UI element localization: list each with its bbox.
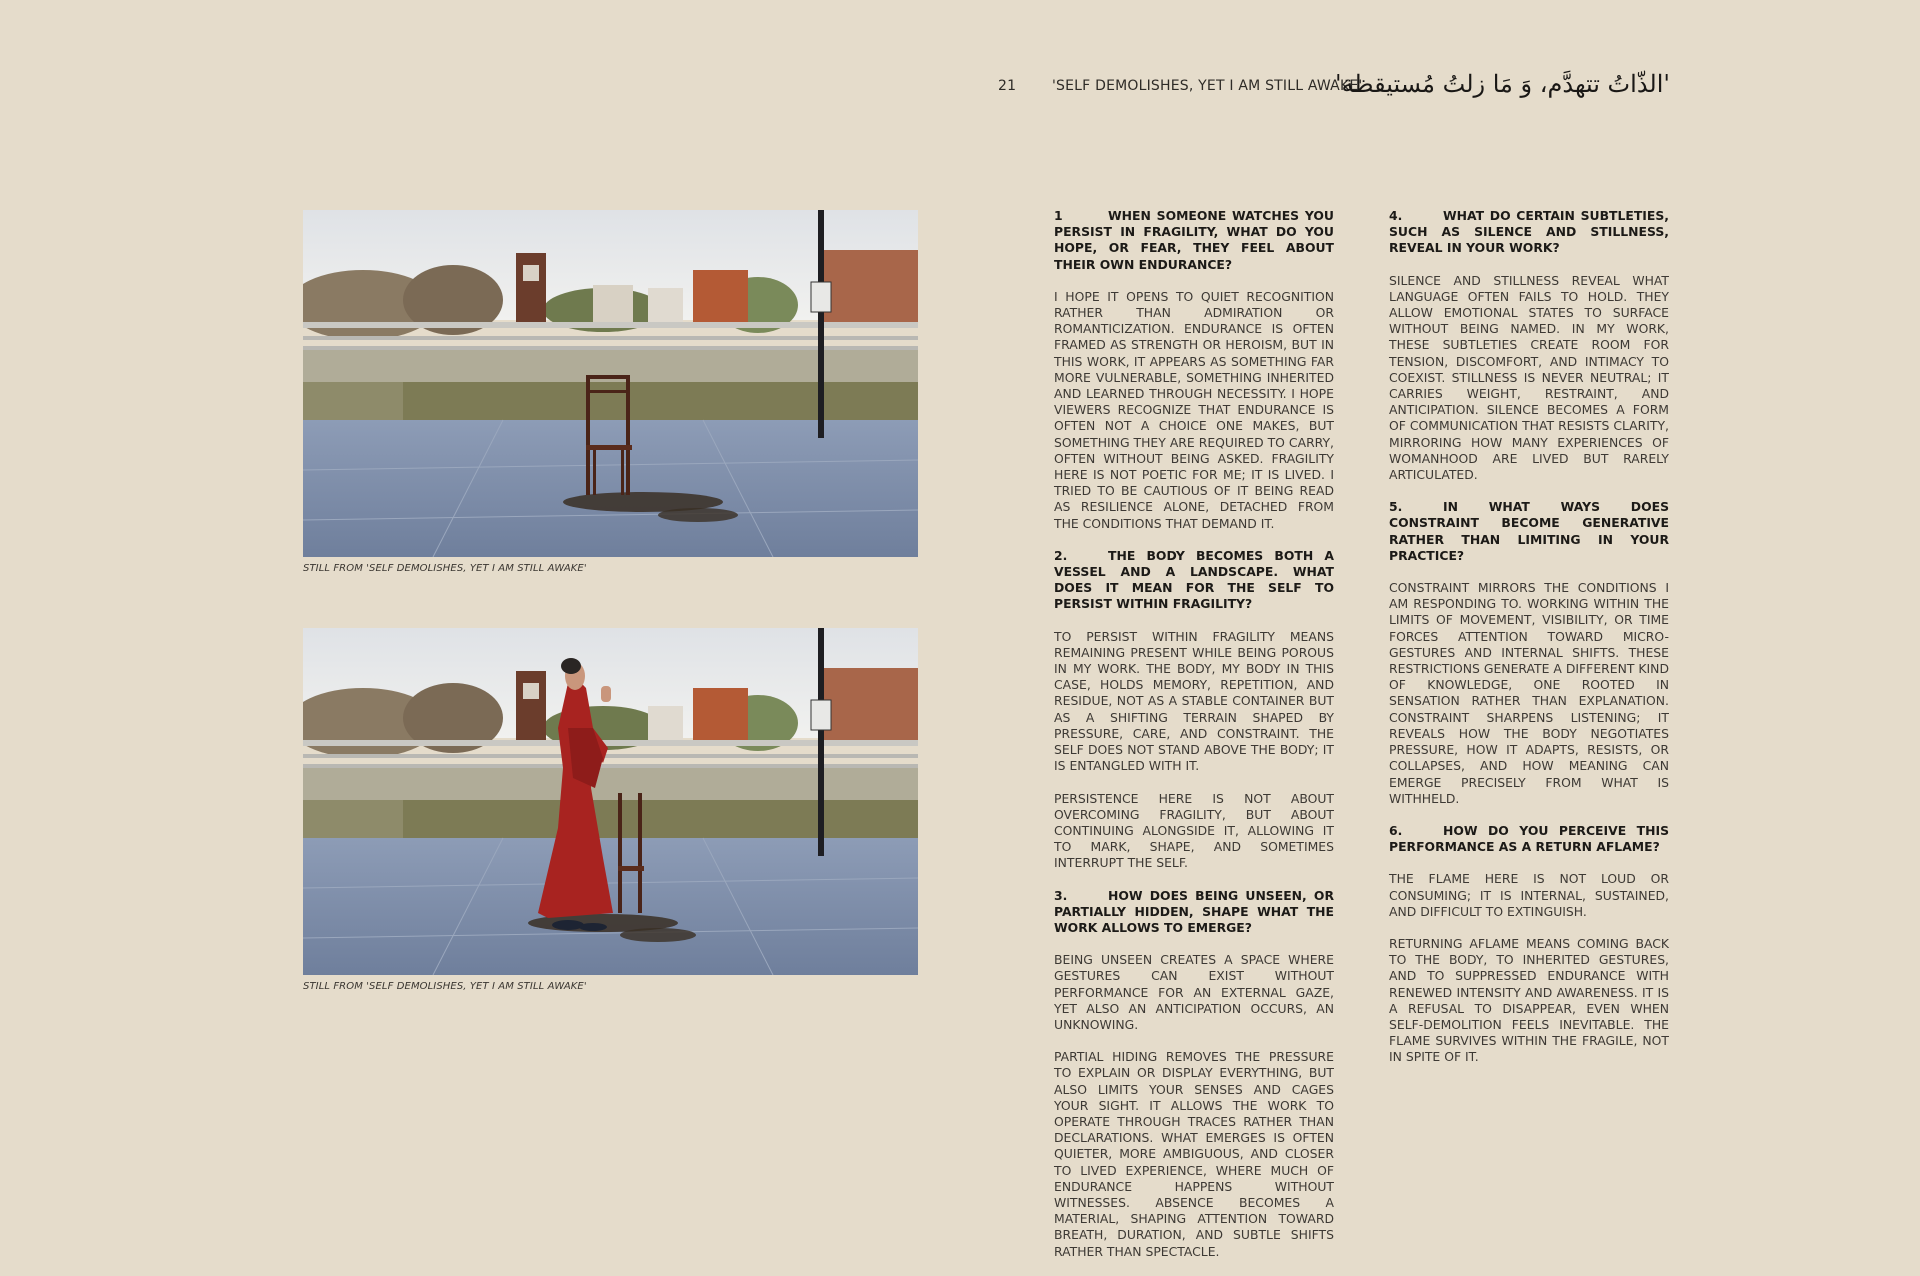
running-title: 'SELF DEMOLISHES, YET I AM STILL AWAKE' [1052, 78, 1363, 94]
answer-2-paragraph-1: TO PERSIST WITHIN FRAGILITY MEANS REMAINING PRESENT WHILE BEING POROUS IN MY WORK. THE BODY, MY BODY IN THIS CASE, HOLDS MEMORY, REPETITION, AND RESIDUE, NOT AS A STABLE CONTAINER BUT AS A SHIFTING TERRAIN SHAPED BY PRESSURE, CARE, AND CONSTRAINT. THE SELF DOES NOT STAND ABOVE THE BODY; IT IS ENTANGLED WITH IT. [1054, 628, 1334, 774]
question-6: 6. HOW DO YOU PERCEIVE THIS PERFORMANCE AS A RETURN AFLAME? [1389, 822, 1669, 855]
interview-column-right [1389, 208, 1669, 1082]
answer-1-paragraph: I HOPE IT OPENS TO QUIET RECOGNITION RATHER THAN ADMIRATION OR ROMANTICIZATION. ENDURANCE IS OFTEN FRAMED AS STRENGTH OR HEROISM, BUT IN THIS WORK, IT APPEARS AS SOMETHING FAR MORE VULNERABLE, SOMETHING INHERITED AND LEARNED THROUGH NECESSITY. I HOPE VIEWERS RECOGNIZE THAT ENDURANCE IS OFTEN NOT A CHOICE ONE MAKES, BUT SOMETHING THEY ARE REQUIRED TO CARRY, OFTEN WITHOUT BEING ASKED. FRAGILITY HERE IS NOT POETIC FOR ME; IT IS LIVED. I TRIED TO BE CAUTIOUS OF IT BEING READ AS RESILIENCE ALONE, DETACHED FROM THE CONDITIONS THAT DEMAND IT. [1054, 288, 1334, 531]
answer-6-paragraph-1: THE FLAME HERE IS NOT LOUD OR CONSUMING; IT IS INTERNAL, SUSTAINED, AND DIFFICULT TO EXTINGUISH. [1389, 871, 1669, 919]
figure-caption: STILL FROM 'SELF DEMOLISHES, YET I AM STILL AWAKE' [303, 981, 587, 992]
figure-still-1 [303, 210, 918, 574]
answer-6-paragraph-2: RETURNING AFLAME MEANS COMING BACK TO THE BODY, TO INHERITED GESTURES, AND TO SUPPRESSED ENDURANCE WITH RENEWED INTENSITY AND AWARENESS. IT IS A REFUSAL TO DISAPPEAR, EVEN WHEN SELF-DEMOLITION FEELS INEVITABLE. THE FLAME SURVIVES WITHIN THE FRAGILE, NOT IN SPITE OF IT. [1389, 935, 1669, 1065]
photo-empty-chair [303, 210, 918, 557]
arabic-title: 'الذّاتُ تتهدَّم، وَ مَا زلتُ مُستيقظة' [1334, 70, 1670, 98]
question-1: 1 WHEN SOMEONE WATCHES YOU PERSIST IN FRAGILITY, WHAT DO YOU HOPE, OR FEAR, THEY FEEL ABOUT THEIR OWN ENDURANCE? [1054, 208, 1334, 272]
figure-still-2 [303, 628, 918, 992]
question-5: 5. IN WHAT WAYS DOES CONSTRAINT BECOME GENERATIVE RATHER THAN LIMITING IN YOUR PRACTICE? [1389, 499, 1669, 563]
answer-2-paragraph-2: PERSISTENCE HERE IS NOT ABOUT OVERCOMING FRAGILITY, BUT ABOUT CONTINUING ALONGSIDE IT, ALLOWING IT TO MARK, SHAPE, AND SOMETIMES INTERRUPT THE SELF. [1054, 790, 1334, 871]
photo-empty-chair-image [303, 210, 918, 557]
answer-4-paragraph: SILENCE AND STILLNESS REVEAL WHAT LANGUAGE OFTEN FAILS TO HOLD. THEY ALLOW EMOTIONAL STATES TO SURFACE WITHOUT BEING NAMED. IN MY WORK, THESE SUBTLETIES CREATE ROOM FOR TENSION, DISCOMFORT, AND INTIMACY TO COEXIST. STILLNESS IS NEVER NEUTRAL; IT CARRIES WEIGHT, RESTRAINT, AND ANTICIPATION. SILENCE BECOMES A FORM OF COMMUNICATION THAT RESISTS CLARITY, MIRRORING HOW MANY EXPERIENCES OF WOMANHOOD ARE LIVED BUT RARELY ARTICULATED. [1389, 272, 1669, 483]
answer-3-paragraph-2: PARTIAL HIDING REMOVES THE PRESSURE TO EXPLAIN OR DISPLAY EVERYTHING, BUT ALSO LIMITS YOUR SENSES AND CAGES YOUR SIGHT. IT ALLOWS THE WORK TO OPERATE THROUGH TRACES RATHER THAN DECLARATIONS. WHAT EMERGES IS OFTEN QUIETER, MORE AMBIGUOUS, AND CLOSER TO LIVED EXPERIENCE, WHERE MUCH OF ENDURANCE HAPPENS WITHOUT WITNESSES. ABSENCE BECOMES A MATERIAL, SHAPING ATTENTION TOWARD BREATH, DURATION, AND SUBTLE SHIFTS RATHER THAN SPECTACLE. [1054, 1049, 1334, 1259]
question-2: 2. THE BODY BECOMES BOTH A VESSEL AND A LANDSCAPE. WHAT DOES IT MEAN FOR THE SELF TO PERSIST WITHIN FRAGILITY? [1054, 547, 1334, 612]
interview-column-left [1054, 208, 1334, 1276]
figure-caption: STILL FROM 'SELF DEMOLISHES, YET I AM STILL AWAKE' [303, 563, 587, 574]
answer-5-paragraph: CONSTRAINT MIRRORS THE CONDITIONS I AM RESPONDING TO. WORKING WITHIN THE LIMITS OF MOVEMENT, VISIBILITY, OR TIME FORCES ATTENTION TOWARD MICRO-GESTURES AND INTERNAL SHIFTS. THESE RESTRICTIONS GENERATE A DIFFERENT KIND OF KNOWLEDGE, ONE ROOTED IN SENSATION RATHER THAN EXPLANATION. CONSTRAINT SHARPENS LISTENING; IT REVEALS HOW THE BODY NEGOTIATES PRESSURE, HOW IT ADAPTS, RESISTS, OR COLLAPSES, AND HOW MEANING CAN EMERGE PRECISELY FROM WHAT IS WITHHELD. [1389, 580, 1669, 806]
photo-performer [303, 628, 918, 975]
page-number: 21 [998, 78, 1017, 94]
photo-performer-image [303, 628, 918, 975]
question-3: 3. HOW DOES BEING UNSEEN, OR PARTIALLY HIDDEN, SHAPE WHAT THE WORK ALLOWS TO EMERGE? [1054, 887, 1334, 935]
question-4: 4. WHAT DO CERTAIN SUBTLETIES, SUCH AS SILENCE AND STILLNESS, REVEAL IN YOUR WORK? [1389, 208, 1669, 256]
answer-3-paragraph-1: BEING UNSEEN CREATES A SPACE WHERE GESTURES CAN EXIST WITHOUT PERFORMANCE FOR AN EXTERNAL GAZE, YET ALSO AN ANTICIPATION OCCURS, AN UNKNOWING. [1054, 952, 1334, 1032]
